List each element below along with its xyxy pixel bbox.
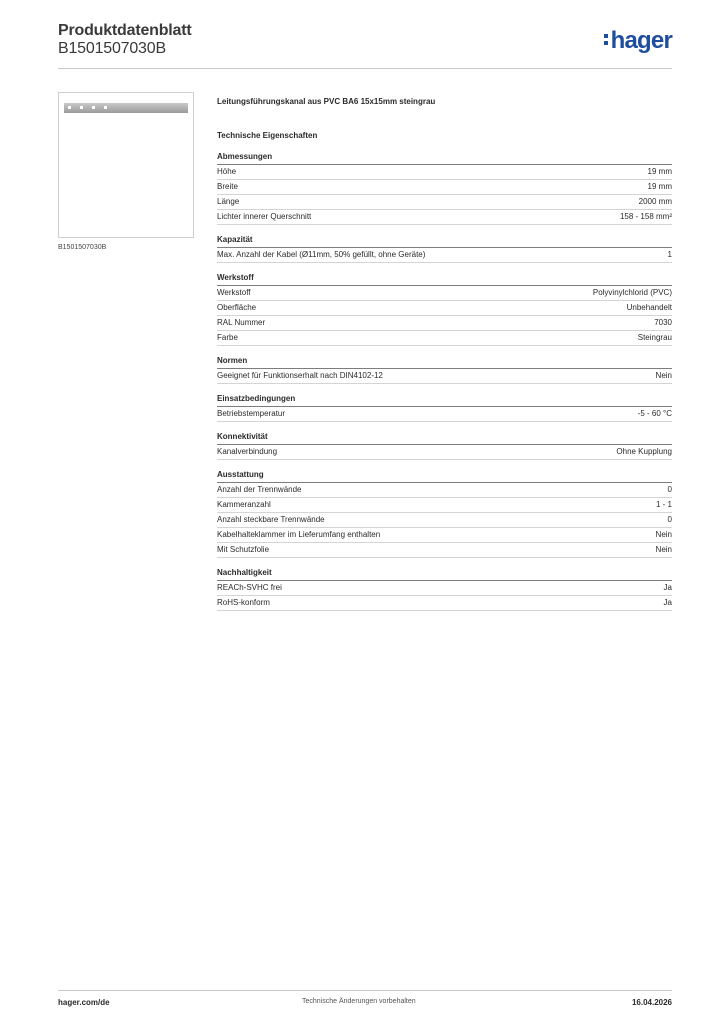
property-row — [217, 210, 672, 225]
property-row — [217, 543, 672, 558]
property-value: Ja — [663, 598, 672, 607]
property-label: Betriebstemperatur — [217, 409, 286, 418]
property-row — [217, 316, 672, 331]
section-title: Kapazität — [217, 233, 672, 248]
property-section — [217, 271, 672, 346]
product-number: B1501507030B — [58, 40, 166, 57]
property-section — [217, 233, 672, 263]
property-row — [217, 165, 672, 180]
property-row — [217, 248, 672, 263]
property-row — [217, 445, 672, 460]
property-label: Werkstoff — [217, 288, 251, 297]
technical-properties-heading: Technische Eigenschaften — [217, 131, 318, 140]
property-value: Steingrau — [637, 333, 672, 342]
datasheet-content — [217, 96, 672, 611]
hager-logo — [604, 27, 672, 55]
property-value: Nein — [655, 371, 672, 380]
section-title: Ausstattung — [217, 468, 672, 483]
property-value: Nein — [655, 545, 672, 554]
property-label: RAL Nummer — [217, 318, 266, 327]
property-row — [217, 180, 672, 195]
property-label: Lichter innerer Querschnitt — [217, 212, 312, 221]
product-image-frame — [58, 92, 194, 238]
property-label: Anzahl steckbare Trennwände — [217, 515, 325, 524]
property-section — [217, 430, 672, 460]
property-label: Oberfläche — [217, 303, 257, 312]
product-image-caption: B1501507030B — [58, 244, 107, 251]
property-section — [217, 354, 672, 384]
product-image — [64, 103, 188, 113]
logo-text: hager — [610, 27, 672, 54]
property-label: Höhe — [217, 167, 237, 176]
property-row — [217, 581, 672, 596]
property-value: Polyvinylchlorid (PVC) — [592, 288, 672, 297]
footer-website: hager.com/de — [58, 998, 110, 1007]
property-value: 19 mm — [647, 182, 672, 191]
property-value: Unbehandelt — [626, 303, 672, 312]
property-label: Anzahl der Trennwände — [217, 485, 302, 494]
document-title: Produktdatenblatt — [58, 22, 192, 39]
property-row — [217, 498, 672, 513]
property-value: -5 - 60 °C — [637, 409, 672, 418]
property-label: Farbe — [217, 333, 238, 342]
section-title: Werkstoff — [217, 271, 672, 286]
property-section — [217, 150, 672, 225]
property-label: Max. Anzahl der Kabel (Ø11mm, 50% gefüllt, ohne Geräte) — [217, 250, 426, 259]
footer-divider — [58, 990, 672, 991]
section-title: Normen — [217, 354, 672, 369]
property-section — [217, 566, 672, 611]
property-row — [217, 369, 672, 384]
footer-disclaimer: Technische Änderungen vorbehalten — [302, 998, 416, 1005]
property-value: 1 — [667, 250, 672, 259]
property-label: Mit Schutzfolie — [217, 545, 270, 554]
property-value: Ja — [663, 583, 672, 592]
property-value: 7030 — [654, 318, 672, 327]
property-row — [217, 596, 672, 611]
property-label: REACh-SVHC frei — [217, 583, 282, 592]
property-label: Geeignet für Funktionserhalt nach DIN4102-12 — [217, 371, 383, 380]
property-label: Kabelhalteklammer im Lieferumfang enthalten — [217, 530, 381, 539]
property-row — [217, 331, 672, 346]
property-row — [217, 528, 672, 543]
properties-sections — [217, 150, 672, 611]
section-title: Konnektivität — [217, 430, 672, 445]
property-label: Kanalverbindung — [217, 447, 278, 456]
property-row — [217, 513, 672, 528]
property-value: 2000 mm — [638, 197, 672, 206]
property-row — [217, 286, 672, 301]
property-section — [217, 468, 672, 558]
footer-date: 16.04.2026 — [631, 998, 672, 1007]
section-title: Abmessungen — [217, 150, 672, 165]
property-row — [217, 483, 672, 498]
property-label: RoHS-konform — [217, 598, 270, 607]
product-title: Leitungsführungskanal aus PVC BA6 15x15mm steingrau — [217, 97, 436, 106]
property-label: Länge — [217, 197, 240, 206]
property-value: 158 - 158 mm² — [619, 212, 672, 221]
property-section — [217, 392, 672, 422]
property-row — [217, 407, 672, 422]
property-row — [217, 301, 672, 316]
property-row — [217, 195, 672, 210]
property-label: Kammeranzahl — [217, 500, 271, 509]
property-value: 0 — [667, 485, 672, 494]
property-label: Breite — [217, 182, 238, 191]
header-divider — [58, 68, 672, 69]
property-value: Ohne Kupplung — [616, 447, 672, 456]
section-title: Nachhaltigkeit — [217, 566, 672, 581]
page-header — [58, 22, 672, 68]
section-title: Einsatzbedingungen — [217, 392, 672, 407]
property-value: 1 - 1 — [655, 500, 672, 509]
logo-dots-icon — [604, 32, 609, 47]
property-value: Nein — [655, 530, 672, 539]
property-value: 19 mm — [647, 167, 672, 176]
property-value: 0 — [667, 515, 672, 524]
